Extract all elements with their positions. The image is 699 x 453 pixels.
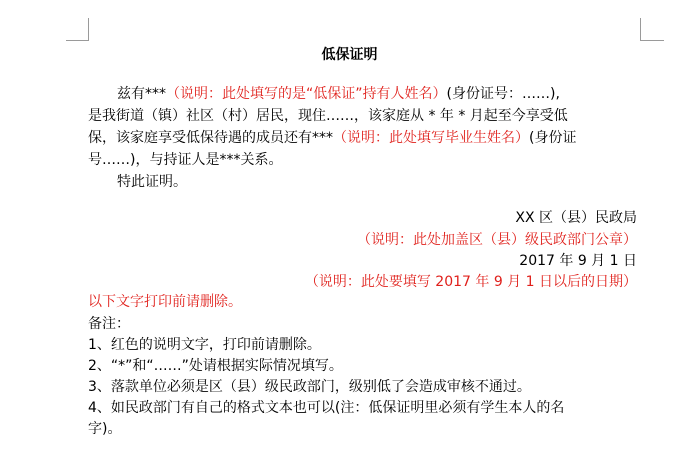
- note-item-3: 3、落款单位必须是区（县）级民政部门，级别低了会造成审核不通过。: [88, 379, 531, 395]
- body-line-3: [88, 128, 576, 148]
- crop-mark-top-left-h: [66, 40, 88, 41]
- crop-mark-top-left-v: [88, 18, 89, 41]
- body-text: (身份证号：……),: [446, 86, 560, 102]
- note-item-4-continued: 字)。: [88, 421, 122, 437]
- crop-mark-top-right-h: [640, 40, 664, 41]
- note-item-4: 4、如民政部门有自己的格式文本也可以(注：低保证明里必须有学生本人的名: [88, 400, 565, 416]
- body-text: 兹有***: [117, 86, 166, 102]
- body-line-1: [117, 84, 560, 104]
- body-line-4: 号……)，与持证人是***关系。: [88, 152, 283, 168]
- issue-date: 2017 年 9 月 1 日: [519, 253, 637, 269]
- body-text: 保，该家庭享受低保待遇的成员还有***: [88, 130, 333, 146]
- notes-header: 备注：: [88, 316, 130, 332]
- body-line-2: 是我街道（镇）社区（村）居民，现住……，该家庭从 * 年 * 月起至今享受低: [88, 108, 568, 124]
- note-item-2: 2、“*”和“……”处请根据实际情况填写。: [88, 358, 343, 374]
- crop-mark-top-right-v: [640, 18, 641, 41]
- body-text: (身份证: [529, 130, 577, 146]
- delete-notice: 以下文字打印前请删除。: [88, 294, 242, 310]
- document-title: 低保证明: [321, 47, 378, 63]
- note-item-1: 1、红色的说明文字，打印前请删除。: [88, 337, 321, 353]
- date-instruction: （说明：此处要填写 2017 年 9 月 1 日以后的日期）: [304, 274, 637, 290]
- body-line-5: 特此证明。: [117, 174, 187, 190]
- red-instruction: （说明：此处填写的是“低保证”持有人姓名）: [166, 86, 447, 102]
- issuer-name: XX 区（县）民政局: [515, 210, 637, 226]
- seal-instruction: （说明：此处加盖区（县）级民政部门公章）: [357, 232, 637, 248]
- red-instruction: （说明：此处填写毕业生姓名）: [333, 130, 529, 146]
